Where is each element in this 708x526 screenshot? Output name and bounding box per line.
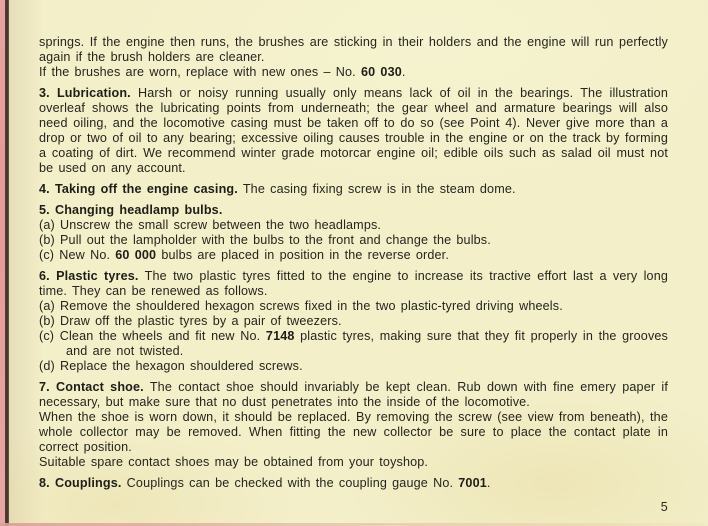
paragraph-brushes-worn: If the brushes are worn, replace with new ones – No. 60 030. xyxy=(39,65,406,79)
section-6-plastic-tyres: 6. Plastic tyres. The two plastic tyres fitted to the engine to increase its tractive effort last a very long time. They can be renewed as follows. xyxy=(39,269,669,298)
section-7-spare-shoes: Suitable spare contact shoes may be obtained from your toyshop. xyxy=(39,455,429,469)
section-4-engine-casing: 4. Taking off the engine casing. The casing fixing screw is in the steam dome. xyxy=(39,182,516,196)
section-6-item-d: (d) Replace the hexagon shouldered screws. xyxy=(39,359,303,373)
page-number: 5 xyxy=(660,500,668,514)
section-6-item-a: (a) Remove the shouldered hexagon screws fixed in the two plastic-tyred driving wheels. xyxy=(39,299,563,313)
section-6-item-c: (c) Clean the wheels and fit new No. 7148 plastic tyres, making sure that they fit properly in the grooves and are not twisted. xyxy=(39,329,668,358)
paper-surface xyxy=(9,0,708,526)
section-8-couplings: 8. Couplings. Couplings can be checked with the coupling gauge No. 7001. xyxy=(39,476,491,490)
section-5-item-c: (c) New No. 60 000 bulbs are placed in position in the reverse order. xyxy=(39,248,449,262)
section-3-lubrication: 3. Lubrication. Harsh or noisy running usually only means lack of oil in the bearings. The illustration overleaf shows the lubricating points from underneath; the gear wheel and armature bearings will also need oiling, and the locomotive casing must be taken off to do so (see Point 4). Never give more than a drop or two of oil to any bearing; excessive oiling causes trouble in the engine or on the track by forming a coating of dirt. We recommend winter grade motorcar engine oil; edible oils such as salad oil must not be used on any account. xyxy=(39,86,668,175)
section-6-item-b: (b) Draw off the plastic tyres by a pair of tweezers. xyxy=(39,314,342,328)
page-left-edge-shadow xyxy=(5,0,9,526)
section-5-heading: 5. Changing headlamp bulbs. xyxy=(39,203,223,217)
section-5-item-a: (a) Unscrew the small screw between the two headlamps. xyxy=(39,218,382,232)
paragraph-brushes-sticking: springs. If the engine then runs, the brushes are sticking in their holders and the engine will run perfectly again if the brush holders are cleaner. xyxy=(39,35,668,64)
section-7-shoe-replacement: When the shoe is worn down, it should be replaced. By removing the screw (see view from beneath), the whole collector may be removed. When fitting the new collector be sure to place the contact plate in correct position. xyxy=(39,410,668,454)
section-7-contact-shoe: 7. Contact shoe. The contact shoe should invariably be kept clean. Rub down with fine emery paper if necessary, but make sure that no dust penetrates into the inside of the locomotive. xyxy=(39,380,669,409)
manual-text-column xyxy=(39,35,668,515)
section-5-item-b: (b) Pull out the lampholder with the bulbs to the front and change the bulbs. xyxy=(39,233,491,247)
